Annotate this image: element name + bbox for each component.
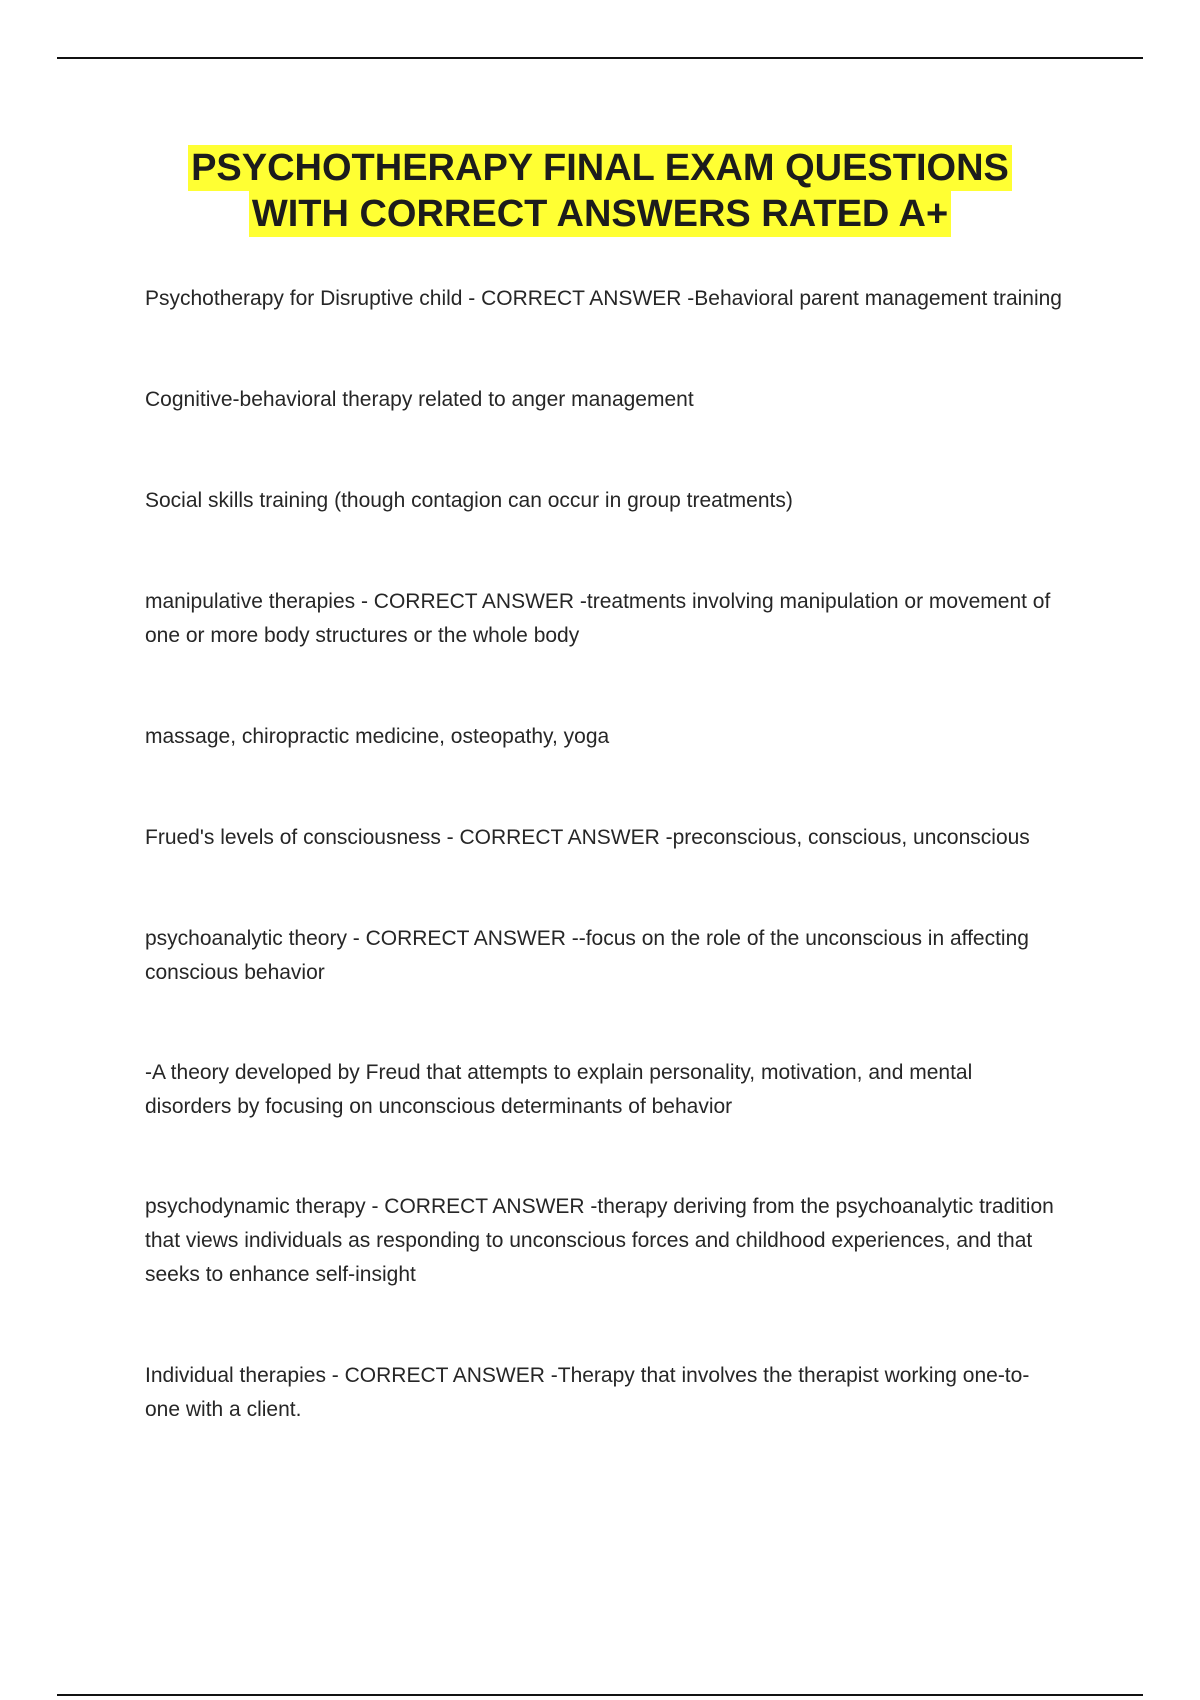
entry-social-skills bbox=[145, 484, 1105, 518]
entry-line: psychodynamic therapy - CORRECT ANSWER -therapy deriving from the psychoanalytic tradition bbox=[145, 1195, 1054, 1218]
entry-line: Psychotherapy for Disruptive child - CORRECT ANSWER -Behavioral parent management training bbox=[145, 287, 1062, 310]
entry-line: seeks to enhance self-insight bbox=[145, 1263, 416, 1286]
entry-line: Social skills training (though contagion can occur in group treatments) bbox=[145, 489, 793, 512]
title-line-2: WITH CORRECT ANSWERS RATED A+ bbox=[249, 191, 951, 237]
entry-line: Individual therapies - CORRECT ANSWER -Therapy that involves the therapist working one-to- bbox=[145, 1364, 1030, 1387]
entry-line: Cognitive-behavioral therapy related to anger management bbox=[145, 388, 694, 411]
entry-freud-theory bbox=[145, 1056, 1105, 1124]
entry-individual-therapies bbox=[145, 1359, 1105, 1427]
entry-psychodynamic-therapy bbox=[145, 1190, 1105, 1292]
entry-psychoanalytic-theory bbox=[145, 922, 1105, 990]
entry-line: one with a client. bbox=[145, 1398, 302, 1421]
entry-massage bbox=[145, 720, 1105, 754]
entry-line: psychoanalytic theory - CORRECT ANSWER --focus on the role of the unconscious in affecting bbox=[145, 927, 1029, 950]
entry-line: manipulative therapies - CORRECT ANSWER -treatments involving manipulation or movement of bbox=[145, 590, 1051, 613]
entry-line: disorders by focusing on unconscious determinants of behavior bbox=[145, 1095, 733, 1118]
entry-line: one or more body structures or the whole body bbox=[145, 624, 580, 647]
entry-manipulative-therapies bbox=[145, 585, 1105, 653]
entry-line: conscious behavior bbox=[145, 961, 325, 984]
entry-line: -A theory developed by Freud that attempts to explain personality, motivation, and mental bbox=[145, 1061, 973, 1084]
entry-levels-of-consciousness bbox=[145, 821, 1105, 855]
entry-line: massage, chiropractic medicine, osteopathy, yoga bbox=[145, 725, 610, 748]
entry-disruptive-child bbox=[145, 282, 1105, 316]
entry-cbt-anger bbox=[145, 383, 1105, 417]
entry-line: Frued's levels of consciousness - CORRECT ANSWER -preconscious, conscious, unconscious bbox=[145, 826, 1030, 849]
document-title bbox=[0, 145, 1200, 237]
bottom-rule bbox=[57, 1694, 1143, 1696]
title-line-1: PSYCHOTHERAPY FINAL EXAM QUESTIONS bbox=[188, 145, 1012, 191]
top-rule bbox=[57, 57, 1143, 59]
entry-line: that views individuals as responding to unconscious forces and childhood experiences, and that bbox=[145, 1229, 1033, 1252]
